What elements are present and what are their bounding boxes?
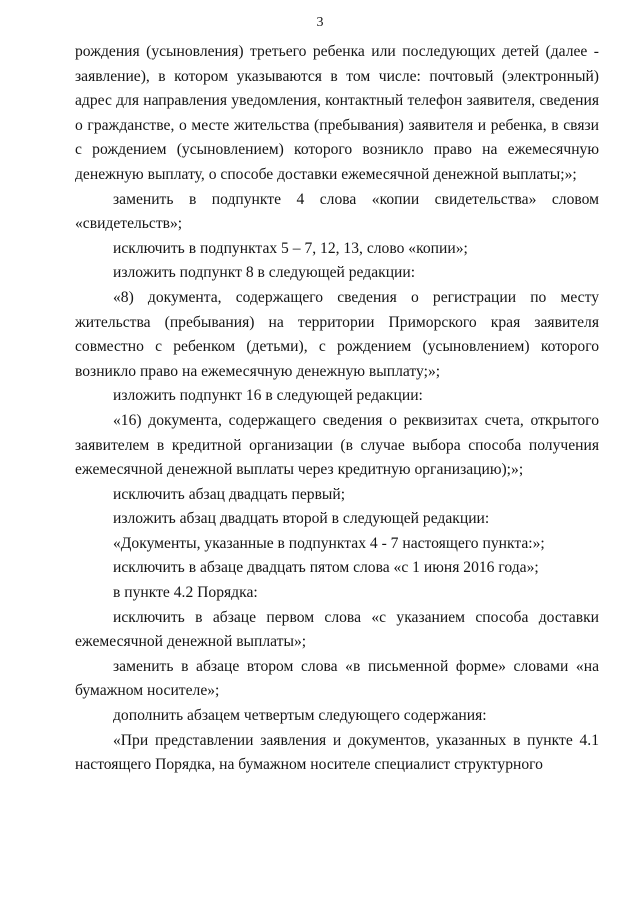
paragraph: исключить в абзаце двадцать пятом слова «с 1 июня 2016 года»;: [113, 559, 539, 577]
paragraph: заменить в подпункте 4 слова «копии свидетельства» словом «свидетельств»;: [75, 190, 599, 233]
paragraph: заменить в абзаце втором слова «в письменной форме» словами «на бумажном носителе»;: [75, 657, 599, 700]
paragraph: «8) документа, содержащего сведения о регистрации по месту жительства (пребывания) на территории Приморского края заявителя совместно с ребенком (детьми), с рождением (усыновлением) которого возникло право на ежемесячную денежную выплату;»;: [75, 288, 599, 380]
paragraph: дополнить абзацем четвертым следующего содержания:: [113, 707, 487, 725]
paragraph: «16) документа, содержащего сведения о реквизитах счета, открытого заявителем в кредитной организации (в случае выбора способа получения ежемесячной денежной выплаты через кредитную организацию);»;: [75, 411, 599, 479]
paragraph: исключить в подпунктах 5 – 7, 12, 13, слово «копии»;: [113, 239, 468, 257]
paragraph: изложить подпункт 8 в следующей редакции:: [113, 264, 416, 282]
paragraph: исключить в абзаце первом слова «с указанием способа доставки ежемесячной денежной выплаты»;: [75, 608, 599, 651]
paragraph: исключить абзац двадцать первый;: [113, 485, 346, 503]
paragraph: изложить подпункт 16 в следующей редакции:: [113, 387, 423, 405]
paragraph: «При представлении заявления и документов, указанных в пункте 4.1 настоящего Порядка, на бумажном носителе специалист структурного: [75, 731, 599, 774]
document-body: [75, 40, 599, 778]
paragraph: рождения (усыновления) третьего ребенка или последующих детей (далее - заявление), в котором указываются в том числе: почтовый (электронный) адрес для направления уведомления, контактный телефон заявителя, сведения о гражданстве, о месте жительства (пребывания) заявителя и ребенка, в связи с рождением (усыновлением) которого возникло право на ежемесячную денежную выплату, о способе доставки ежемесячной денежной выплаты;»;: [75, 43, 599, 183]
paragraph: «Документы, указанные в подпунктах 4 - 7 настоящего пункта:»;: [113, 534, 545, 552]
paragraph: изложить абзац двадцать второй в следующей редакции:: [113, 510, 490, 528]
paragraph: в пункте 4.2 Порядка:: [113, 584, 258, 602]
page-number: 3: [316, 15, 324, 30]
